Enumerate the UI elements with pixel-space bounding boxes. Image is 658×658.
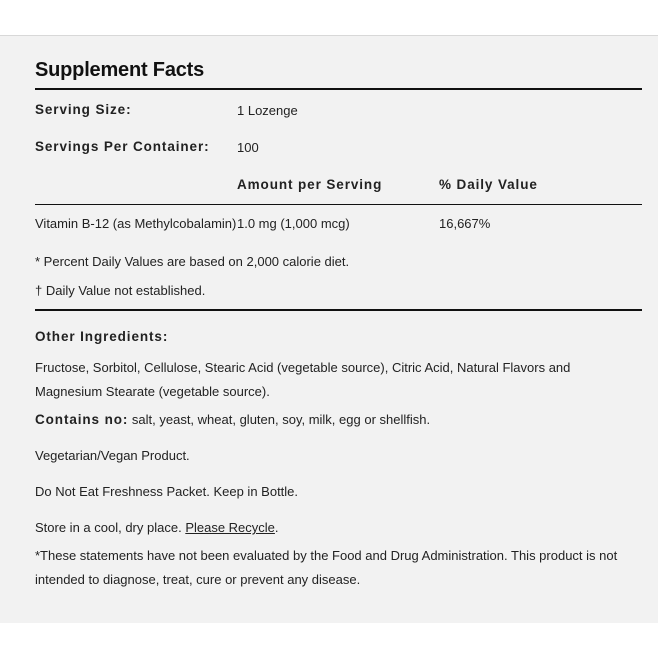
storage-end: .: [274, 520, 279, 535]
freshness-note: Do Not Eat Freshness Packet. Keep in Bottle.: [35, 484, 299, 499]
nutrient-name: Vitamin B-12 (as Methylcobalamin): [35, 216, 237, 231]
servings-per-container-value: 100: [237, 140, 259, 155]
facts-bottom-divider: [35, 309, 642, 311]
contains-no: [35, 408, 635, 432]
title-divider: [35, 88, 642, 90]
storage-note: [35, 516, 635, 540]
amount-per-serving-header: Amount per Serving: [237, 177, 383, 192]
other-ingredients-text: Fructose, Sorbitol, Cellulose, Stearic Acid (vegetable source), Citric Acid, Natural Flavors and Magnesium Stearate (vegetable source).: [35, 360, 571, 399]
footnote-percent: * Percent Daily Values are based on 2,000 calorie diet.: [35, 254, 350, 269]
storage-text: Store in a cool, dry place.: [35, 520, 186, 535]
header-divider: [35, 204, 642, 205]
contains-no-text: salt, yeast, wheat, gluten, soy, milk, egg or shellfish.: [128, 412, 431, 427]
page-title: Supplement Facts: [35, 59, 205, 81]
vegetarian-note: Vegetarian/Vegan Product.: [35, 448, 190, 463]
supplement-facts-panel: [0, 35, 658, 623]
contains-no-label: Contains no:: [35, 412, 129, 427]
please-recycle-link[interactable]: Please Recycle: [185, 520, 275, 535]
serving-size-label: Serving Size:: [35, 102, 132, 117]
daily-value-header: % Daily Value: [439, 177, 538, 192]
other-ingredients-label: Other Ingredients:: [35, 329, 169, 344]
fda-disclaimer: *These statements have not been evaluated by the Food and Drug Administration. This product is not intended to diagnose, treat, cure or prevent any disease.: [35, 548, 618, 587]
servings-per-container-label: Servings Per Container:: [35, 139, 210, 154]
nutrient-daily-value: 16,667%: [439, 216, 491, 231]
nutrient-amount: 1.0 mg (1,000 mcg): [237, 216, 350, 231]
footnote-dagger: † Daily Value not established.: [35, 283, 206, 298]
serving-size-value: 1 Lozenge: [237, 103, 298, 118]
